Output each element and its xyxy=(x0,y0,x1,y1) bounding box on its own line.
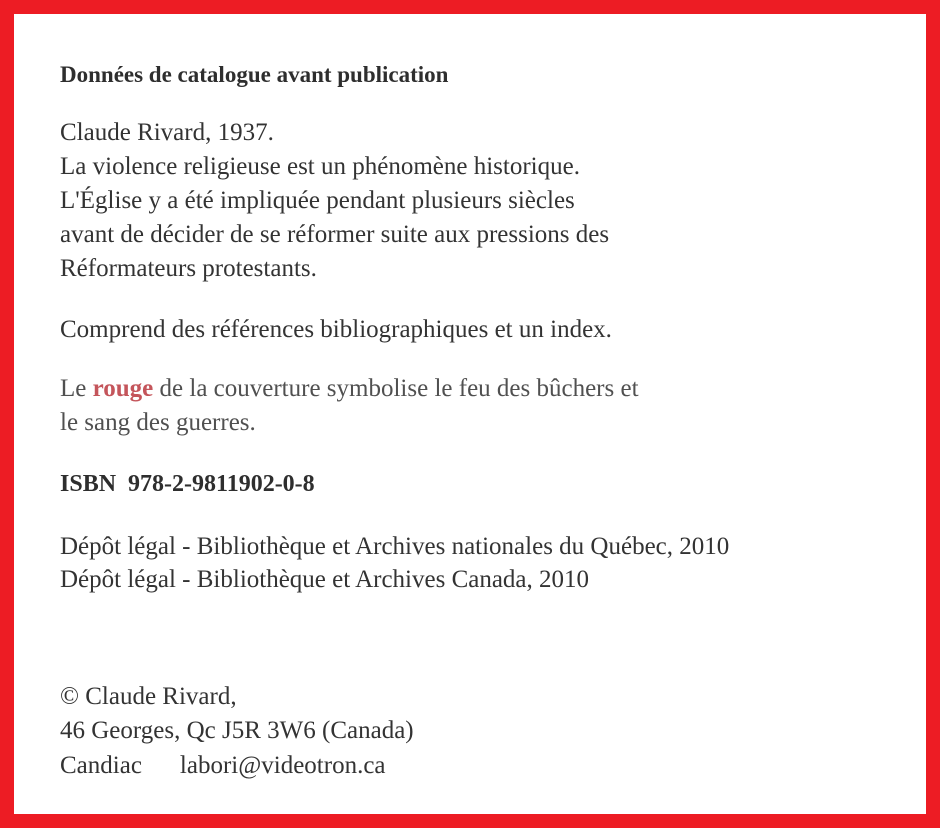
description-line: Réformateurs protestants. xyxy=(60,255,317,282)
cover-note-line-1 xyxy=(60,372,639,406)
author-line: Claude Rivard, 1937. xyxy=(60,119,274,146)
accent-word-rouge: rouge xyxy=(92,375,154,402)
cover-note-prefix: Le xyxy=(60,375,93,402)
cover-note-suffix: de la couverture symbolise le feu des bûchers et xyxy=(153,375,639,402)
isbn-value: 978-2-9811902-0-8 xyxy=(128,471,315,497)
legal-deposit-line: Dépôt légal - Bibliothèque et Archives nationales du Québec, 2010 xyxy=(60,533,730,560)
email-address: labori@videotron.ca xyxy=(179,752,386,779)
page-title: Données de catalogue avant publication xyxy=(60,62,449,87)
legal-deposit-line: Dépôt légal - Bibliothèque et Archives Canada, 2010 xyxy=(60,566,590,593)
address-line: 46 Georges, Qc J5R 3W6 (Canada) xyxy=(60,717,414,744)
city: Candiac xyxy=(60,752,142,779)
description-line: avant de décider de se réformer suite aux pressions des xyxy=(60,221,610,248)
isbn-line xyxy=(60,467,315,501)
references-note: Comprend des références bibliographiques et un index. xyxy=(60,316,612,343)
city-email-line xyxy=(60,749,386,783)
copyright-line: © Claude Rivard, xyxy=(60,683,237,710)
description-line: L'Église y a été impliquée pendant plusieurs siècles xyxy=(60,187,575,214)
description-line: La violence religieuse est un phénomène historique. xyxy=(60,153,580,180)
isbn-label: ISBN xyxy=(60,471,117,497)
cover-note-line-2: le sang des guerres. xyxy=(60,409,256,436)
catalogue-page xyxy=(14,14,926,814)
